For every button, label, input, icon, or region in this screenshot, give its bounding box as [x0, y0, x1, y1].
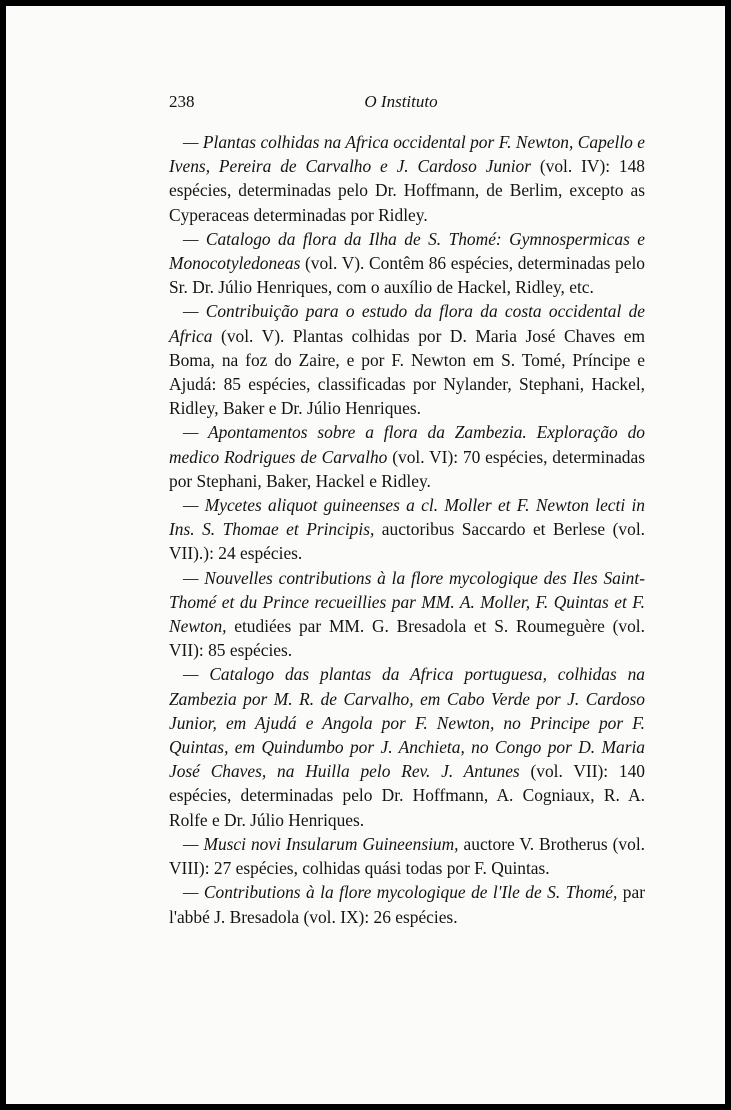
entry-details: auctoribus Saccardo et Berlese (vol. VII).): 24 espécies. [169, 519, 645, 564]
entry-title: — Catalogo das plantas da Africa portuguesa, colhidas na Zambezia por M. R. de Carvalho, em Cabo Verde por J. Cardoso Junior, em Ajudá e Angola por F. Newton, no Principe por F. Quintas, em Quindumbo por J. Anchieta, no Congo por D. Maria José Chaves, na Huilla pelo Rev. J. Antunes [169, 664, 645, 782]
page-number: 238 [169, 92, 195, 111]
entry-title: — Musci novi Insularum Guineensium, [183, 833, 459, 854]
entry-title: — Contribuição para o estudo da flora da costa occidental de Africa [169, 301, 645, 346]
entry-details: (vol. V). Contêm 86 espécies, determinadas pelo Sr. Dr. Júlio Henriques, com o auxílio de Hackel, Ridley, etc. [169, 253, 645, 298]
catalog-entry [169, 880, 645, 928]
catalog-entry [169, 299, 645, 420]
catalog-entry [169, 420, 645, 493]
entry-details: par l'abbé J. Bresadola (vol. IX): 26 espécies. [169, 882, 645, 927]
entry-title: — Nouvelles contributions à la flore mycologique des Iles Saint-Thomé et du Prince recueillies par MM. A. Moller, F. Quintas et F. Newton, [169, 567, 645, 637]
catalog-entry [169, 662, 645, 831]
entry-title: — Contributions à la flore mycologique de l'Ile de S. Thomé, [183, 882, 618, 903]
entry-details: (vol. IV): 148 espécies, determinadas pelo Dr. Hoffmann, de Berlim, excepto as Cyperaceas determinadas por Ridley. [169, 156, 645, 225]
page-header [169, 92, 633, 116]
entry-details: etudiées par MM. G. Bresadola et S. Roumeguère (vol. VII): 85 espécies. [169, 616, 645, 661]
catalog-entry [169, 566, 645, 663]
entry-details: auctore V. Brotherus (vol. VIII): 27 espécies, colhidas quási todas por F. Quintas. [169, 833, 645, 879]
entry-details: (vol. V). Plantas colhidas por D. Maria José Chaves em Boma, na foz do Zaire, e por F. Newton em S. Tomé, Príncipe e Ajudá: 85 espécies, classificadas por Nylander, Stephani, Hackel, Ridley, Baker e Dr. Júlio Henriques. [169, 325, 645, 419]
entry-details: (vol. VII): 140 espécies, determinadas pelo Dr. Hoffmann, A. Cogniaux, R. A. Rolfe e Dr. Júlio Henriques. [169, 761, 645, 830]
catalog-entry [169, 493, 645, 566]
catalog-entry [169, 130, 645, 227]
entry-details: (vol. VI): 70 espécies, determinadas por Stephani, Baker, Hackel e Ridley. [169, 446, 645, 491]
running-title: O Instituto [364, 92, 438, 111]
catalog-entry [169, 832, 645, 880]
entry-title: — Catalogo da flora da Ilha de S. Thomé: Gymnospermicas e Monocotyledoneas [169, 228, 645, 274]
entry-title: — Apontamentos sobre a flora da Zambezia. Exploração do medico Rodrigues de Carvalho [169, 422, 645, 467]
entry-title: — Plantas colhidas na Africa occidental por F. Newton, Capello e Ivens, Pereira de Carvalho e J. Cardoso Junior [169, 132, 645, 177]
entry-title: — Mycetes aliquot guineenses a cl. Moller et F. Newton lecti in Ins. S. Thomae et Principis, [169, 495, 645, 540]
catalog-entry [169, 227, 645, 300]
body-text [169, 130, 645, 929]
